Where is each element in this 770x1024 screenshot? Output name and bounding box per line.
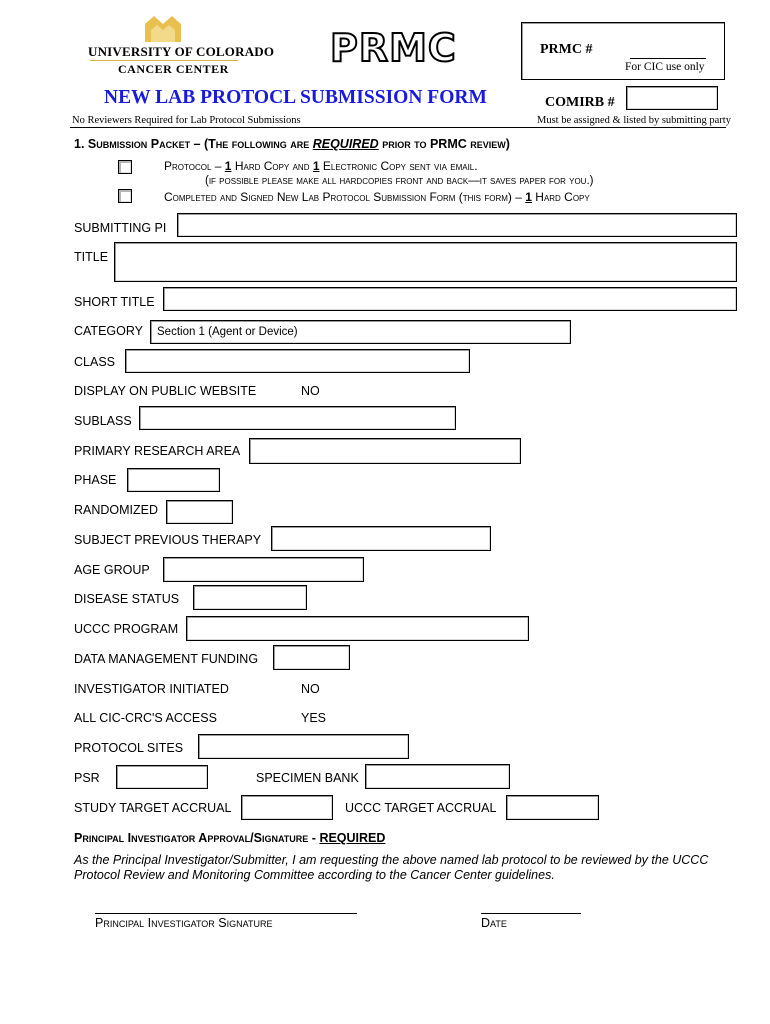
disease-status-label: DISEASE STATUS	[74, 592, 180, 606]
protocol-copy-num2: 1	[312, 159, 320, 173]
signature-label: Principal Investigator Signature	[95, 916, 273, 930]
approval-required: REQUIRED	[319, 831, 386, 845]
approval-statement-line1: As the Principal Investigator/Submitter, I am requesting the above named lab protocol to be reviewed by the UCCC	[74, 853, 709, 867]
randomized-label: RANDOMIZED	[74, 503, 159, 517]
section1-title: Submission Packet –	[87, 137, 201, 151]
cancer-center-name: CANCER CENTER	[118, 62, 229, 76]
section1-heading	[74, 137, 510, 151]
form-title: NEW LAB PROTOCL SUBMISSION FORM	[104, 87, 487, 108]
protocol-copy-text-a: Protocol –	[164, 159, 222, 173]
comirb-input[interactable]	[626, 86, 718, 110]
form-copy-text-b: Hard Copy	[535, 190, 590, 204]
age-group-select[interactable]	[163, 557, 364, 582]
title-label: TITLE	[74, 250, 109, 264]
prmc-number-line[interactable]	[630, 58, 706, 59]
category-label: CATEGORY	[74, 324, 143, 338]
date-label: Date	[481, 916, 507, 930]
date-line[interactable]	[481, 913, 581, 914]
form-copy-checkbox[interactable]	[118, 189, 132, 203]
title-input[interactable]	[114, 242, 737, 282]
protocol-sites-select[interactable]	[198, 734, 409, 759]
university-name: UNIVERSITY OF COLORADO	[88, 44, 275, 59]
disease-status-select[interactable]	[193, 585, 307, 610]
section1-required: REQUIRED	[312, 137, 379, 151]
uccc-program-select[interactable]	[186, 616, 529, 641]
logo-divider	[90, 60, 238, 61]
section1-paren-open: (The following are	[203, 137, 310, 151]
approval-statement	[74, 853, 708, 883]
protocol-copy-text-c: Electronic Copy sent via email.	[322, 159, 478, 173]
section1-paren-close: prior to PRMC review)	[382, 137, 510, 151]
section1-number: 1.	[74, 137, 85, 151]
protocol-copy-num1: 1	[224, 159, 232, 173]
cic-crc-access-label: ALL CIC-CRC'S ACCESS	[74, 711, 217, 725]
form-copy-text-a: Completed and Signed New Lab Protocol Submission Form (this form) –	[164, 190, 522, 204]
cic-use-only: For CIC use only	[625, 61, 705, 73]
university-logo	[88, 16, 275, 76]
approval-heading	[74, 831, 385, 845]
data-mgmt-funding-label: DATA MANAGEMENT FUNDING	[74, 652, 259, 666]
subject-prev-therapy-label: SUBJECT PREVIOUS THERAPY	[74, 533, 262, 547]
protocol-sites-label: PROTOCOL SITES	[74, 741, 184, 755]
study-target-accrual-input[interactable]	[241, 795, 333, 820]
protocol-copy-note: (if possible please make all hardcopies front and back—it saves paper for you.)	[205, 175, 594, 187]
short-title-label: SHORT TITLE	[74, 295, 155, 309]
header-rule	[70, 127, 726, 128]
must-assign-note: Must be assigned & listed by submitting party	[537, 115, 731, 126]
mountain-logo-icon	[145, 16, 181, 42]
primary-research-label: PRIMARY RESEARCH AREA	[74, 444, 241, 458]
subject-prev-therapy-select[interactable]	[271, 526, 491, 551]
protocol-copy-text-b: Hard Copy and	[234, 159, 310, 173]
protocol-copy-checkbox[interactable]	[118, 160, 132, 174]
specimen-bank-select[interactable]	[365, 764, 510, 789]
psr-select[interactable]	[116, 765, 208, 789]
randomized-select[interactable]	[166, 500, 233, 524]
data-mgmt-funding-select[interactable]	[273, 645, 350, 670]
psr-label: PSR	[74, 771, 100, 785]
short-title-input[interactable]	[163, 287, 737, 311]
phase-select[interactable]	[127, 468, 220, 492]
no-reviewers-note: No Reviewers Required for Lab Protocol Submissions	[72, 115, 301, 126]
display-public-label: DISPLAY ON PUBLIC WEBSITE	[74, 384, 257, 398]
approval-heading-text: Principal Investigator Approval/Signature -	[74, 831, 316, 845]
investigator-initiated-value[interactable]: NO	[301, 682, 320, 696]
prmc-logo: PRMC	[330, 26, 457, 70]
class-select[interactable]	[125, 349, 470, 373]
category-select[interactable]: Section 1 (Agent or Device)	[150, 320, 571, 344]
form-copy-item	[164, 190, 590, 204]
submitting-pi-input[interactable]	[177, 213, 737, 237]
phase-label: PHASE	[74, 473, 117, 487]
sublass-select[interactable]	[139, 406, 456, 430]
class-label: CLASS	[74, 355, 115, 369]
protocol-copy-item	[164, 159, 478, 173]
sublass-label: SUBLASS	[74, 414, 132, 428]
prmc-number-label: PRMC #	[540, 42, 593, 57]
submitting-pi-label: SUBMITTING PI	[74, 221, 167, 235]
uccc-target-accrual-label: UCCC TARGET ACCRUAL	[345, 801, 497, 815]
display-public-value[interactable]: NO	[301, 384, 320, 398]
signature-line[interactable]	[95, 913, 357, 914]
study-target-accrual-label: STUDY TARGET ACCRUAL	[74, 801, 232, 815]
form-copy-num: 1	[525, 190, 532, 204]
uccc-target-accrual-input[interactable]	[506, 795, 599, 820]
cic-crc-access-value[interactable]: YES	[301, 711, 327, 725]
uccc-program-label: UCCC PROGRAM	[74, 622, 179, 636]
age-group-label: AGE GROUP	[74, 563, 150, 577]
comirb-label: COMIRB #	[545, 95, 615, 110]
primary-research-select[interactable]	[249, 438, 521, 464]
investigator-initiated-label: INVESTIGATOR INITIATED	[74, 682, 229, 696]
specimen-bank-label: SPECIMEN BANK	[256, 771, 359, 785]
approval-statement-line2: Protocol Review and Monitoring Committee according to the Cancer Center guidelines.	[74, 868, 555, 882]
